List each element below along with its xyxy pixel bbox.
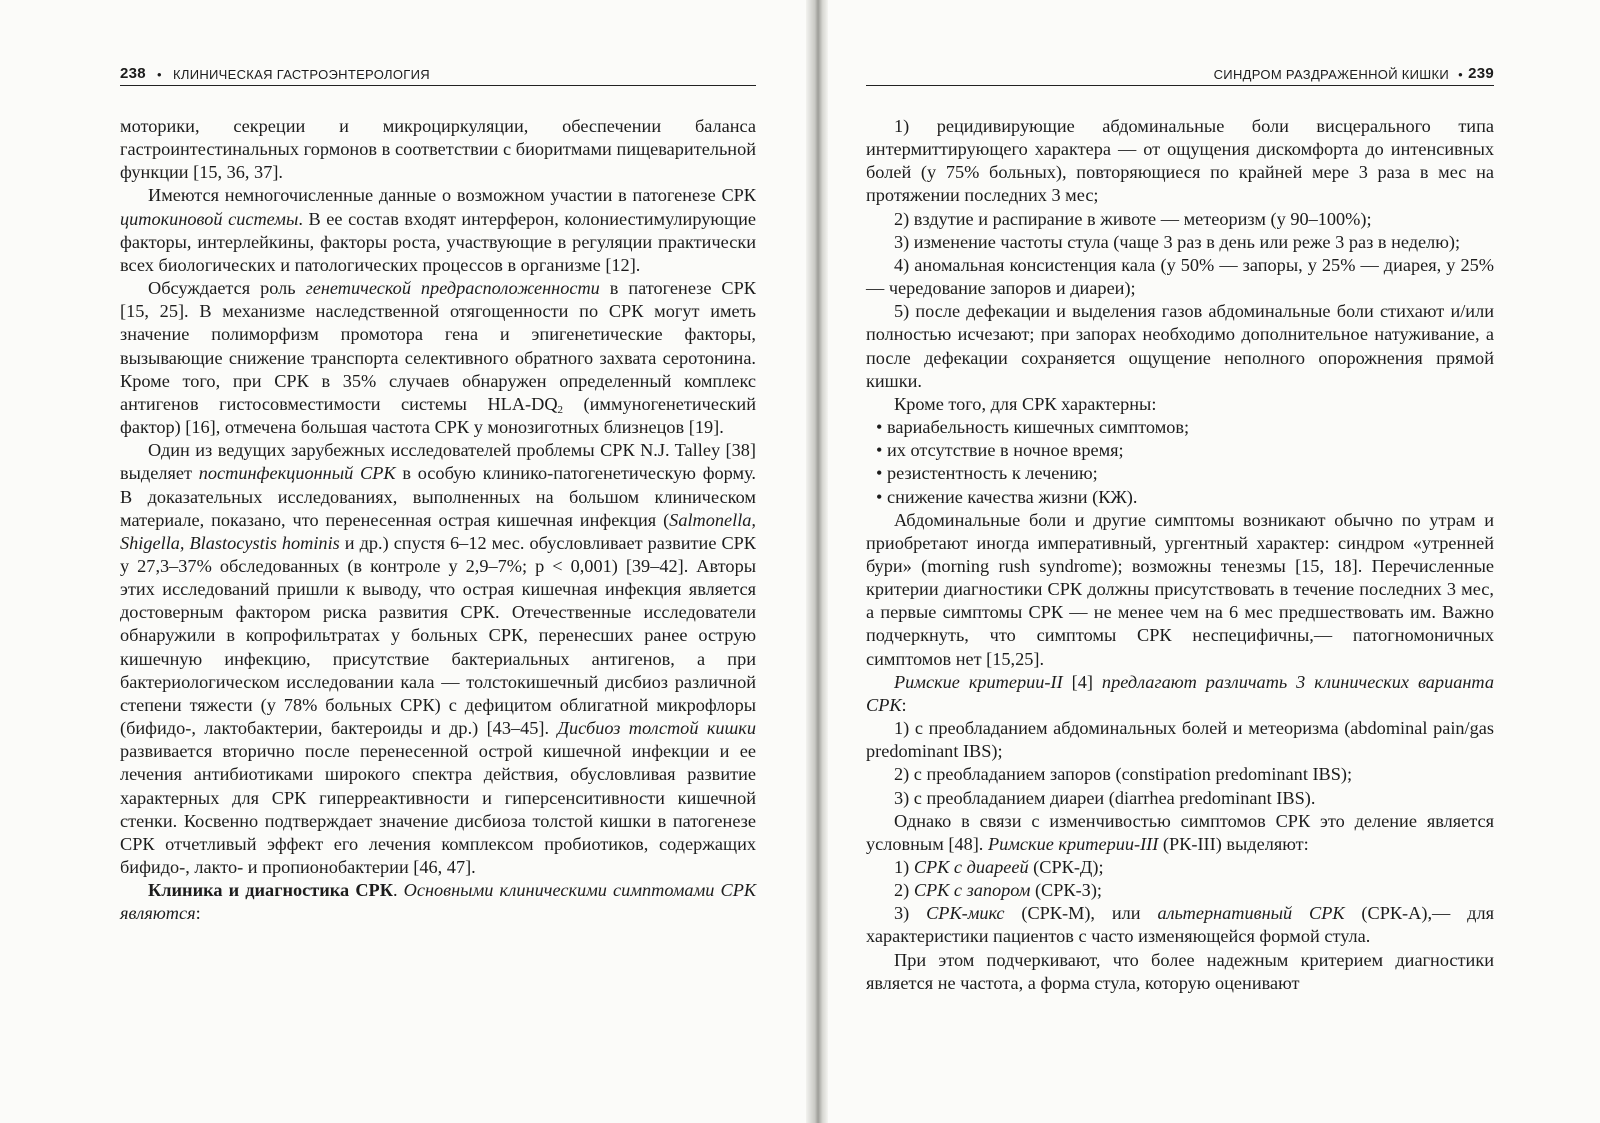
- list-item: 1) СРК с диареей (СРК-Д);: [894, 857, 1104, 877]
- paragraph: Кроме того, для СРК характерны:: [894, 393, 1157, 414]
- bullet-item: • резистентность к лечению;: [876, 463, 1098, 484]
- right-page-body: [866, 115, 1494, 995]
- paragraph: Имеются немногочисленные данные о возможном участии в патогенезе СРК цитокиновой системы. В ее состав входят интерферон, колониестимулирующие факторы, интерлейкины, факторы роста, участвующие в регуляции практически всех биологических и патологических процессов в организме [12].: [120, 185, 756, 275]
- header-bullet: •: [157, 67, 162, 82]
- list-item: 1) рецидивирующие абдоминальные боли висцерального типа интермиттирующего характера — от ощущения дискомфорта до интенсивных болей (у 75% больных), повторяющиеся по крайней мере 3 раза в мес на протяжении последних 3 мес;: [866, 116, 1494, 206]
- running-title: СИНДРОМ РАЗДРАЖЕННОЙ КИШКИ: [1213, 67, 1449, 82]
- running-title: КЛИНИЧЕСКАЯ ГАСТРОЭНТЕРОЛОГИЯ: [173, 67, 430, 82]
- header-bullet: •: [1458, 67, 1463, 82]
- list-item: 4) аномальная консистенция кала (у 50% — запоры, у 25% — диарея, у 25% — чередование запоров и диареи);: [866, 254, 1494, 299]
- list-item: 2) вздутие и распирание в животе — метеоризм (у 90–100%);: [894, 208, 1372, 229]
- page-number: 238: [120, 65, 146, 82]
- left-page-body: [120, 115, 756, 925]
- paragraph: Абдоминальные боли и другие симптомы возникают обычно по утрам и приобретают иногда императивный, ургентный характер: синдром «утренней бури» (morning rush syndrome); возможны тенезмы [15, 18]. Перечисленные критерии диагностики СРК должны присутствовать в течение последних 3 мес, а первые симптомы СРК — не менее чем на 6 мес предшествовать им. Важно подчеркнуть, что симптомы СРК неспецифичны,— патогномоничных симптомов нет [15,25].: [866, 509, 1494, 669]
- paragraph: Обсуждается роль генетической предрасположенности в патогенезе СРК [15, 25]. В механизме наследственной отягощенности по СРК могут иметь значение полиморфизм промотора гена и эпигенетические факторы, вызывающие снижение транспорта селективного обратного захвата серотонина. Кроме того, при СРК в 35% случаев обнаружен определенный комплекс антигенов гистосовместимости системы HLA-$DQ_2$ (иммуногенетический фактор) [16], отмечена большая частота СРК у монозиготных близнецов [19].: [120, 278, 756, 438]
- list-item: 2) СРК с запором (СРК-З);: [894, 880, 1103, 901]
- left-running-header: [120, 58, 756, 86]
- paragraph: Один из ведущих зарубежных исследователей проблемы СРК N.J. Talley [38] выделяет постинфекционный СРК в особую клинико-патогенетическую форму. В доказательных исследованиях, выполненных на большом клиническом материале, показано, что перенесенная острая кишечная инфекция (Salmonella, Shigella, Blastocystis hominis и др.) спустя 6–12 мес. обусловливает развитие СРК у 27,3–37% обследованных (в контроле у 2,9–7%; p < 0,001) [39–42]. Авторы этих исследований пришли к выводу, что острая кишечная инфекция является достоверным фактором риска развития СРК. Отечественные исследователи обнаружили в копрофильтратах у больных СРК, перенесших ранее острую кишечную инфекцию, присутствие бактериальных антигенов, а при бактериологическом исследовании кала — толстокишечный дисбиоз различной степени тяжести (у 78% больных СРК) с дефицитом облигатной микрофлоры (бифидо-, лактобактерии, бактероиды и др.) [43–45]. Дисбиоз толстой кишки развивается вторично после перенесенной острой кишечной инфекции и ее лечения антибиотиками широкого спектра действия, обусловливая развитие характерных для СРК гиперреактивности и гиперсенситивности кишечной стенки. Косвенно подтверждает значение дисбиоза толстой кишки в патогенезе СРК отчетливый эффект его лечения комплексом пробиотиков, содержащих бифидо-, лакто- и пропионобактерии [46, 47].: [120, 440, 757, 877]
- bullet-item: • снижение качества жизни (КЖ).: [876, 486, 1138, 507]
- list-item: 2) с преобладанием запоров (constipation predominant IBS);: [894, 764, 1353, 785]
- bullet-item: • их отсутствие в ночное время;: [876, 440, 1124, 461]
- section-heading-paragraph: Клиника и диагностика СРК. Основными клиническими симптомами СРК являются:: [120, 880, 757, 924]
- right-page: [866, 58, 1494, 995]
- list-item: 1) с преобладанием абдоминальных болей и метеоризма (abdominal pain/gas predominant IBS);: [866, 718, 1494, 762]
- paragraph: моторики, секреции и микроциркуляции, обеспечении баланса гастроинтестинальных гормонов в соответствии с биоритмами пищеварительной функции [15, 36, 37].: [120, 116, 756, 183]
- page-number: 239: [1468, 65, 1494, 82]
- paragraph: Однако в связи с изменчивостью симптомов СРК это деление является условным [48]. Римские критерии-III (РК-III) выделяют:: [866, 810, 1494, 854]
- book-gutter: [806, 0, 828, 1123]
- paragraph: При этом подчеркивают, что более надежным критерием диагностики является не частота, а форма стула, которую оценивают: [866, 949, 1494, 993]
- right-running-header: [866, 58, 1494, 86]
- paragraph: Римские критерии-II [4] предлагают различать 3 клинических варианта СРК:: [866, 671, 1494, 715]
- left-page: [120, 58, 756, 925]
- list-item: 3) изменение частоты стула (чаще 3 раз в день или реже 3 раз в неделю);: [894, 231, 1461, 252]
- list-item: 3) с преобладанием диареи (diarrhea predominant IBS).: [894, 787, 1316, 808]
- list-item: 3) СРК-микс (СРК-М), или альтернативный СРК (СРК-А),— для характеристики пациентов с часто изменяющейся формой стула.: [866, 903, 1494, 947]
- bullet-item: • вариабельность кишечных симптомов;: [876, 417, 1190, 438]
- list-item: 5) после дефекации и выделения газов абдоминальные боли стихают и/или полностью исчезают; при запорах необходимо дополнительное натуживание, а после дефекации сохраняется ощущение неполного опорожнения прямой кишки.: [866, 301, 1494, 391]
